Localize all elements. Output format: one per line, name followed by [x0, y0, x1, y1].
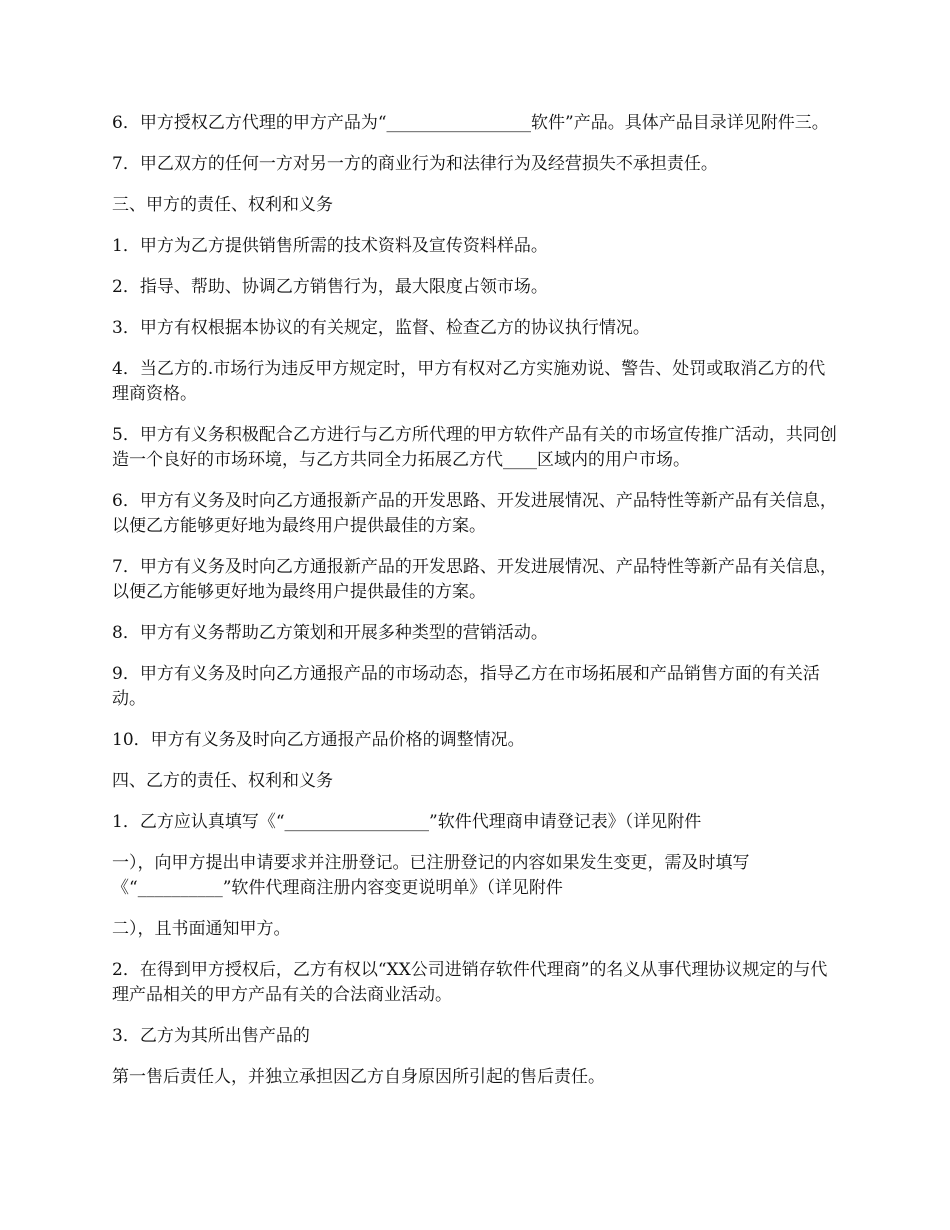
paragraph: 5．甲方有义务积极配合乙方进行与乙方所代理的甲方软件产品有关的市场宣传推广活动，共同创造一个良好的市场环境，与乙方共同全力拓展乙方代____区域内的用户市场。 — [112, 425, 837, 470]
paragraph: 8．甲方有义务帮助乙方策划和开展多种类型的营销活动。 — [112, 623, 548, 643]
paragraph: 2．在得到甲方授权后，乙方有权以“XX公司进销存软件代理商”的名义从事代理协议规定的与代理产品相关的甲方产品有关的合法商业活动。 — [112, 960, 828, 1005]
paragraph: 2．指导、帮助、协调乙方销售行为，最大限度占领市场。 — [112, 277, 548, 297]
paragraph: 6．甲方有义务及时向乙方通报新产品的开发思路、开发进展情况、产品特性等新产品有关信息，以便乙方能够更好地为最终用户提供最佳的方案。 — [112, 491, 837, 536]
paragraph: 9．甲方有义务及时向乙方通报产品的市场动态，指导乙方在市场拓展和产品销售方面的有关活动。 — [112, 664, 820, 709]
paragraph: 3．乙方为其所出售产品的 — [112, 1026, 310, 1046]
paragraph: 第一售后责任人，并独立承担因乙方自身原因所引起的售后责任。 — [112, 1067, 605, 1087]
paragraph: 二），且书面通知甲方。 — [112, 919, 291, 939]
paragraph: 1．乙方应认真填写《“_________________”软件代理商申请登记表》（详见附件 — [112, 812, 702, 832]
paragraph: 4．当乙方的.市场行为违反甲方规定时，甲方有权对乙方实施劝说、警告、处罚或取消乙方的代理商资格。 — [112, 359, 826, 404]
paragraph: 1．甲方为乙方提供销售所需的技术资料及宣传资料样品。 — [112, 236, 548, 256]
paragraph: 7．甲方有义务及时向乙方通报新产品的开发思路、开发进展情况、产品特性等新产品有关信息，以便乙方能够更好地为最终用户提供最佳的方案。 — [112, 557, 837, 602]
paragraph: 6．甲方授权乙方代理的甲方产品为“_________________软件”产品。具体产品目录详见附件三。 — [112, 113, 829, 133]
paragraph: 7．甲乙双方的任何一方对另一方的商业行为和法律行为及经营损失不承担责任。 — [112, 154, 718, 174]
section-heading: 四、乙方的责任、权利和义务 — [112, 771, 333, 791]
paragraph: 10．甲方有义务及时向乙方通报产品价格的调整情况。 — [112, 730, 525, 750]
paragraph: 一），向甲方提出申请要求并注册登记。已注册登记的内容如果发生变更，需及时填写《“__________”软件代理商注册内容变更说明单》（详见附件 — [112, 853, 750, 898]
section-heading: 三、甲方的责任、权利和义务 — [112, 195, 333, 215]
paragraph: 3．甲方有权根据本协议的有关规定，监督、检查乙方的协议执行情况。 — [112, 318, 650, 338]
